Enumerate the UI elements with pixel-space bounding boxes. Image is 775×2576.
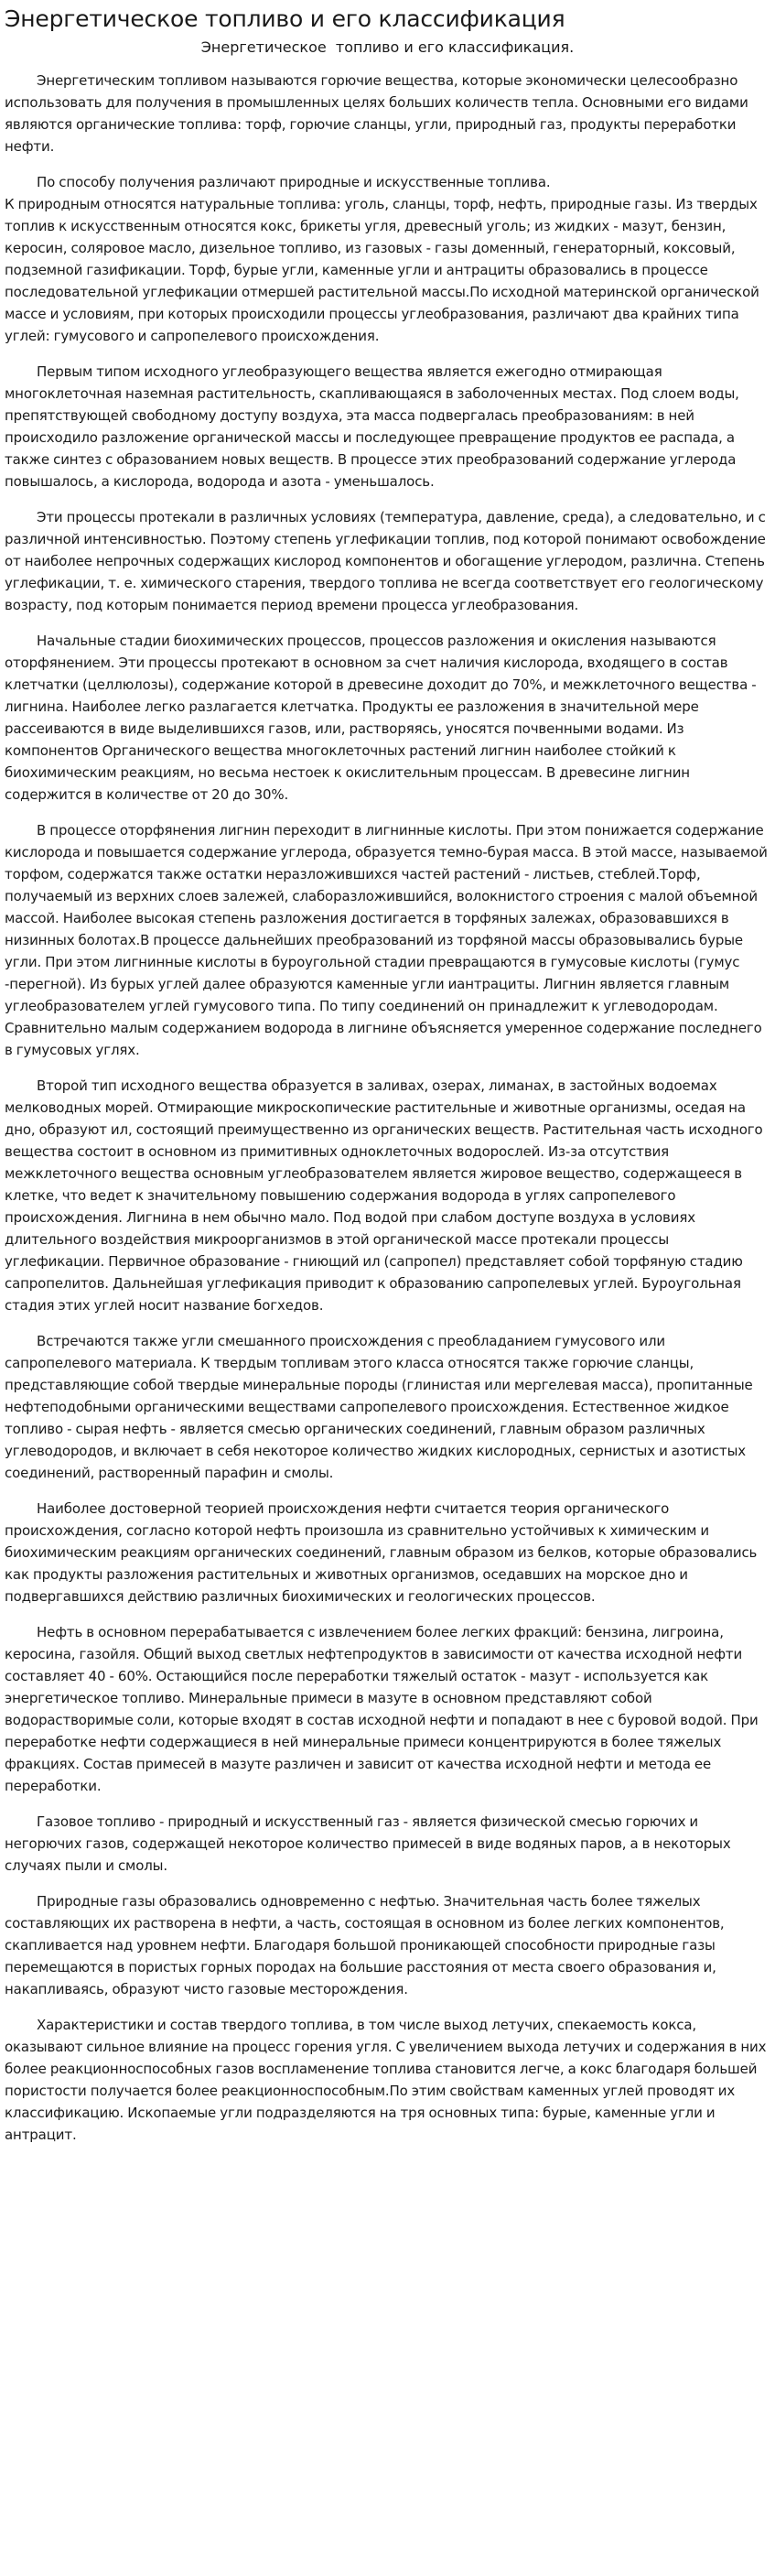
page-subtitle: Энергетическое топливо и его классификация.	[200, 38, 575, 56]
paragraph-gas-fuel: Газовое топливо - природный и искусственный газ - является физической смесью горючих и негорючих газов, содержащей некоторое количество примесей в виде водяных паров, а в некоторых случаях пыли и смолы.	[5, 1813, 731, 1874]
article-body	[5, 70, 770, 2146]
paragraph-coalification-degree: Эти процессы протекали в различных условиях (температура, давление, среда), а следовательно, и с различной интенсивностью. Поэтому степень углефикации топлив, под которой понимают освобождение от наиболее непрочных содержащих кислород компонентов и обогащение углеродом, различна. Степень углефикации, т. е. химического старения, твердого топлива не всегда соответствует его геологическому возрасту, под которым понимается период времени процесса углеобразования.	[5, 509, 766, 613]
paragraph-first-type-humus: Первым типом исходного углеобразующего вещества является ежегодно отмирающая многоклеточная наземная растительность, скапливающаяся в заболоченных местах. Под слоем воды, препятствующей свободному доступу воздуха, эта масса подвергалась преобразованиям: в ней происходило разложение органической массы и последующее превращение продуктов ее распада, а также синтез с образованием новых веществ. В процессе этих преобразований содержание углерода повышалось, а кислорода, водорода и азота - уменьшалось.	[5, 363, 739, 490]
paragraph-oil-refining: Нефть в основном перерабатывается с извлечением более легких фракций: бензина, лигроина, керосина, газойля. Общий выход светлых нефтепродуктов в зависимости от качества исходной нефти составляет 40 - 60%. Остающийся после переработки тяжелый остаток - мазут - используется как энергетическое топливо. Минеральные примеси в мазуте в основном представляют собой водорастворимые соли, которые входят в состав исходной нефти и попадают в нее с буровой водой. При переработке нефти содержащиеся в ней минеральные примеси концентрируются в более тяжелых фракциях. Состав примесей в мазуте различен и зависит от качества исходной нефти и метода ее переработки.	[5, 1624, 759, 1794]
paragraph-lignin-to-coal: В процессе оторфянения лигнин переходит в лигнинные кислоты. При этом понижается содержание кислорода и повышается содержание углерода, образуется темно-бурая масса. В этой массе, называемой торфом, содержатся также остатки неразложившихся частей растений - листьев, стеблей.Торф, получаемый из верхних слоев залежей, слаборазложившийся, волокнистого строения с малой объемной массой. Наиболее высокая степень разложения достигается в торфяных залежах, образовавшихся в низинных болотах.В процессе дальнейших преобразований из торфяной массы образовывались бурые угли. При этом лигнинные кислоты в буроугольной стадии превращаются в гумусовые кислоты (гумус -перегной). Из бурых углей далее образуются каменные угли иантрациты. Лигнин является главным углеобразователем углей гумусового типа. По типу соединений он принадлежит к углеводородам. Сравнительно малым содержанием водорода в лигнине объясняется умеренное содержание последнего в гумусовых углях.	[5, 822, 768, 1058]
page-title: Энергетическое топливо и его классификация	[5, 5, 565, 32]
paragraph-energy-fuel-definition: Энергетическим топливом называются горючие вещества, которые экономически целесообразно использовать для получения в промышленных целях больших количеств тепла. Основными его видами являются органические топлива: торф, горючие сланцы, угли, природный газ, продукты переработки нефти.	[5, 72, 748, 155]
paragraph-peat-formation-stages: Начальные стадии биохимических процессов, процессов разложения и окисления называются оторфянением. Эти процессы протекают в основном за счет наличия кислорода, входящего в состав клетчатки (целлюлозы), содержание которой в древесине доходит до 70%, и межклеточного вещества - лигнина. Наиболее легко разлагается клетчатка. Продукты ее разложения в значительной мере рассеиваются в виде выделившихся газов, или, растворяясь, уносятся почвенными водами. Из компонентов Органического вещества многоклеточных растений лигнин наиболее стойкий к биохимическим реакциям, но весьма нестоек к окислительным процессам. В древесине лигнин содержится в количестве от 20 до 30%.	[5, 633, 757, 803]
paragraph-mixed-origin-coals: Встречаются также угли смешанного происхождения с преобладанием гумусового или сапропелевого материала. К твердым топливам этого класса относятся также горючие сланцы, представляющие собой твердые минеральные породы (глинистая или мергелевая масса), пропитанные нефтеподобными органическими веществами сапропелевого происхождения. Естественное жидкое топливо - сырая нефть - является смесью органических соединений, главным образом различных углеводородов, и включает в себя некоторое количество жидких кислородных, сернистых и азотистых соединений, растворенный парафин и смолы.	[5, 1333, 753, 1481]
paragraph-second-type-sapropel: Второй тип исходного вещества образуется в заливах, озерах, лиманах, в застойных водоемах мелководных морей. Отмирающие микроскопические растительные и животные организмы, оседая на дно, образуют ил, состоящий преимущественно из органических веществ. Растительная часть исходного вещества состоит в основном из примитивных одноклеточных водорослей. Из-за отсутствия межклеточного вещества основным углеобразователем является жировое вещество, содержащееся в клетке, что ведет к значительному повышению содержания водорода в углях сапропелевого происхождения. Лигнина в нем обычно мало. Под водой при слабом доступе воздуха в условиях длительного воздействия микроорганизмов в этой органической массе протекали процессы углефикации. Первичное образование - гниющий ил (сапропел) представляет собой торфяную стадию сапропелитов. Дальнейшая углефикация приводит к образованию сапропелевых углей. Буроугольная стадия этих углей носит название богхедов.	[5, 1077, 763, 1314]
paragraph-natural-gases: Природные газы образовались одновременно с нефтью. Значительная часть более тяжелых составляющих их растворена в нефти, а часть, состоящая в основном из более легких компонентов, скапливается над уровнем нефти. Благодаря большой проникающей способности природные газы перемещаются в пористых горных породах на большие расстояния от места своего образования и, накапливаясь, образуют чисто газовые месторождения.	[5, 1893, 725, 1997]
paragraph-solid-fuel-characteristics: Характеристики и состав твердого топлива, в том числе выход летучих, спекаемость кокса, оказывают сильное влияние на процесс горения угля. С увеличением выхода летучих и содержания в них более реакционноспособных газов воспламенение топлива становится легче, а кокс благодаря большей пористости получается более реакционноспособным.По этим свойствам каменных углей проводят их классификацию. Ископаемые угли подразделяются на тря основных типа: бурые, каменные угли и антрацит.	[5, 2017, 767, 2143]
paragraph-natural-artificial-fuels: По способу получения различают природные и искусственные топлива. К природным относятся натуральные топлива: уголь, сланцы, торф, нефть, природные газы. Из твердых топлив к искусственным относятся кокс, брикеты угля, древесный уголь; из жидких - мазут, бензин, керосин, соляровое масло, дизельное топливо, из газовых - газы доменный, генераторный, коксовый, подземной газификации. Торф, бурые угли, каменные угли и антрациты образовались в процессе последовательной углефикации отмершей растительной массы.По исходной материнской органической массе и условиям, при которых происходили процессы углеобразования, различают два крайних типа углей: гумусового и сапропелевого происхождения.	[5, 174, 759, 344]
paragraph-oil-origin-theory: Наиболее достоверной теорией происхождения нефти считается теория органического происхождения, согласно которой нефть произошла из сравнительно устойчивых к химическим и биохимическим реакциям органических соединений, главным образом из белков, которые образовались как продукты разложения растительных и животных организмов, оседавших на морское дно и подвергавшихся действию различных биохимических и геологических процессов.	[5, 1500, 758, 1605]
